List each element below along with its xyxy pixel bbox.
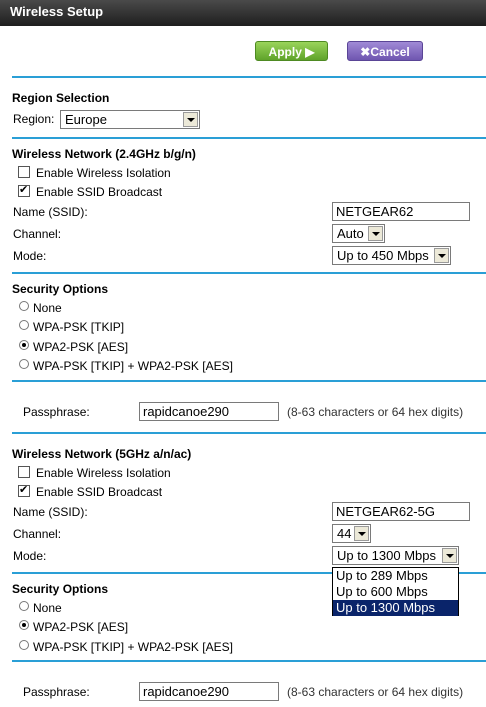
wireless24-ssid-broadcast-checkbox[interactable] — [18, 185, 30, 197]
divider — [12, 76, 486, 78]
security5-option-label: WPA2-PSK [AES] — [33, 620, 129, 634]
security24-option-label: WPA-PSK [TKIP] + WPA2-PSK [AES] — [33, 359, 233, 373]
chevron-down-icon[interactable] — [442, 548, 457, 563]
security24-option-label: None — [33, 301, 62, 315]
wireless5-channel-label: Channel: — [13, 527, 62, 541]
wireless24-isolation-checkbox[interactable] — [18, 166, 30, 178]
security5-radio-none[interactable] — [19, 601, 29, 611]
wireless5-ssid-label: Name (SSID): — [13, 505, 88, 519]
security5-option-label: None — [33, 601, 62, 615]
security5-passphrase-input[interactable]: rapidcanoe290 — [139, 682, 279, 701]
divider — [12, 272, 486, 274]
divider — [12, 137, 486, 139]
wireless5-ssid-broadcast-label: Enable SSID Broadcast — [36, 485, 163, 499]
wireless24-ssid-label: Name (SSID): — [13, 205, 88, 219]
wireless5-heading: Wireless Network (5GHz a/n/ac) — [12, 447, 192, 461]
wireless24-isolation-label: Enable Wireless Isolation — [36, 166, 171, 180]
wireless5-mode-label: Mode: — [13, 549, 47, 563]
chevron-down-icon[interactable] — [183, 112, 198, 127]
security24-radio-wpa2-psk[interactable] — [19, 340, 29, 350]
security24-passphrase-input[interactable]: rapidcanoe290 — [139, 402, 279, 421]
chevron-down-icon[interactable] — [368, 226, 383, 241]
mode-option-1300[interactable]: Up to 1300 Mbps — [333, 600, 458, 616]
divider — [12, 660, 486, 662]
wireless24-channel-label: Channel: — [13, 227, 62, 241]
chevron-down-icon[interactable] — [354, 526, 369, 541]
security24-passphrase-hint: (8-63 characters or 64 hex digits) — [287, 405, 464, 419]
wireless5-mode-select[interactable] — [332, 546, 459, 565]
security24-passphrase-label: Passphrase: — [23, 405, 90, 419]
wireless5-channel-value: 44 — [337, 526, 352, 541]
cancel-button[interactable]: ✖Cancel — [347, 41, 423, 61]
security5-passphrase-label: Passphrase: — [23, 685, 90, 699]
chevron-down-icon[interactable] — [434, 248, 449, 263]
security5-radio-wpa-wpa2[interactable] — [19, 640, 29, 650]
wireless24-heading: Wireless Network (2.4GHz b/g/n) — [12, 147, 196, 161]
wireless5-ssid-broadcast-checkbox[interactable] — [18, 485, 30, 497]
wireless5-isolation-label: Enable Wireless Isolation — [36, 466, 171, 480]
security24-heading: Security Options — [12, 282, 109, 296]
wireless24-channel-value: Auto — [337, 226, 364, 241]
region-select[interactable] — [60, 110, 200, 129]
security24-option-label: WPA-PSK [TKIP] — [33, 320, 125, 334]
security24-radio-wpa-psk[interactable] — [19, 320, 29, 330]
security5-radio-wpa2-psk[interactable] — [19, 620, 29, 630]
mode-option-289[interactable]: Up to 289 Mbps — [336, 568, 428, 583]
wireless5-ssid-input[interactable]: NETGEAR62-5G — [332, 502, 470, 521]
security5-passphrase-hint: (8-63 characters or 64 hex digits) — [287, 685, 464, 699]
wireless24-mode-label: Mode: — [13, 249, 47, 263]
wireless5-mode-dropdown — [332, 567, 459, 616]
region-heading: Region Selection — [12, 91, 110, 105]
security24-radio-wpa-wpa2[interactable] — [19, 359, 29, 369]
security5-option-label: WPA-PSK [TKIP] + WPA2-PSK [AES] — [33, 640, 233, 654]
wireless24-mode-select[interactable] — [332, 246, 451, 265]
divider — [12, 380, 486, 382]
mode-option-600[interactable]: Up to 600 Mbps — [336, 584, 428, 599]
wireless5-isolation-checkbox[interactable] — [18, 466, 30, 478]
wireless24-ssid-input[interactable]: NETGEAR62 — [332, 202, 470, 221]
wireless24-ssid-broadcast-label: Enable SSID Broadcast — [36, 185, 163, 199]
divider — [12, 432, 486, 434]
security5-heading: Security Options — [12, 582, 109, 596]
region-value: Europe — [65, 112, 107, 127]
region-label: Region: — [13, 112, 55, 126]
wireless5-mode-value: Up to 1300 Mbps — [337, 548, 437, 563]
page-title: Wireless Setup — [10, 4, 104, 19]
wireless24-mode-value: Up to 450 Mbps — [337, 248, 429, 263]
apply-button[interactable]: Apply ▶ — [255, 41, 328, 61]
security24-radio-none[interactable] — [19, 301, 29, 311]
wireless5-channel-select[interactable] — [332, 524, 371, 543]
security24-option-label: WPA2-PSK [AES] — [33, 340, 129, 354]
title-bar — [0, 0, 486, 26]
wireless24-channel-select[interactable] — [332, 224, 385, 243]
